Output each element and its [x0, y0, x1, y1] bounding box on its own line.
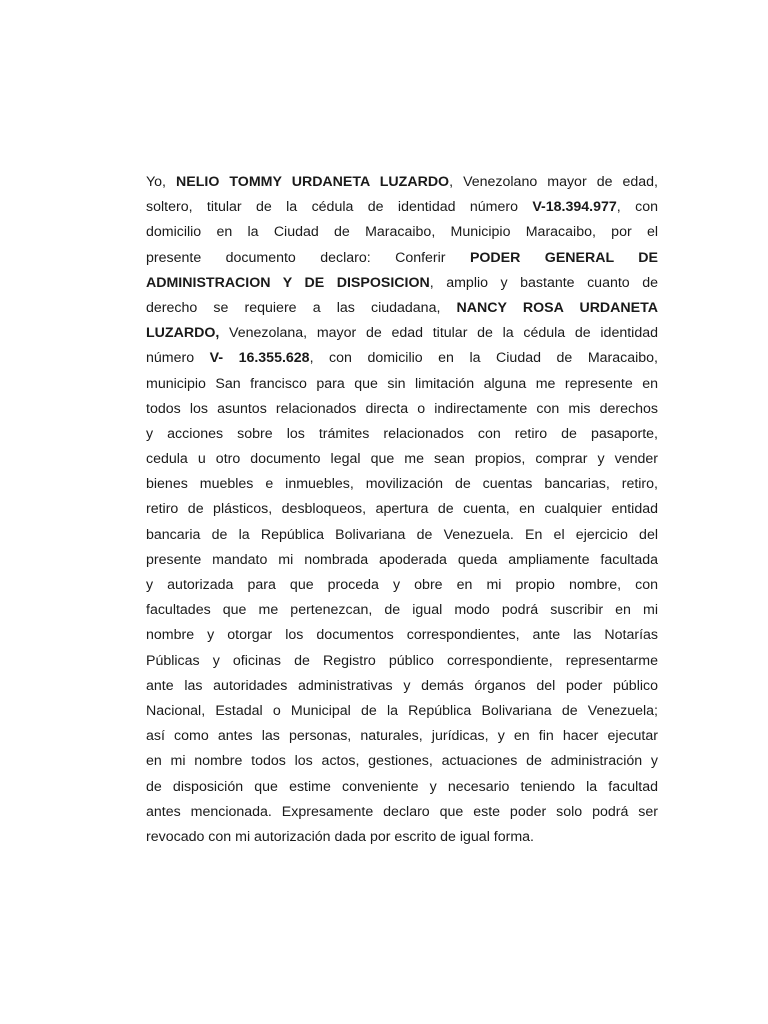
- text-line: [146, 397, 658, 422]
- text-segment: presente mandato mi nombrada apoderada queda ampliamente facultada: [146, 551, 658, 568]
- text-line: [146, 724, 658, 749]
- text-segment: número: [146, 350, 210, 367]
- text-line: [146, 447, 658, 472]
- text-line: [146, 321, 658, 346]
- text-line: [146, 372, 658, 397]
- power-of-attorney-text: [146, 170, 658, 850]
- bold-text-segment: PODER GENERAL DE: [469, 249, 659, 266]
- bold-text-segment: NANCY ROSA URDANETA: [456, 299, 658, 316]
- text-line: [146, 497, 658, 522]
- text-segment: en mi nombre todos los actos, gestiones, actuaciones de administración y: [146, 753, 658, 770]
- bold-text-segment: V- 16.355.628: [209, 350, 310, 367]
- text-line: [146, 825, 658, 850]
- text-line: [146, 346, 658, 371]
- text-line: [146, 573, 658, 598]
- text-segment: domicilio en la Ciudad de Maracaibo, Municipio Maracaibo, por el: [146, 224, 658, 241]
- text-line: [146, 749, 658, 774]
- text-line: [146, 170, 658, 195]
- text-segment: antes mencionada. Expresamente declaro que este poder solo podrá ser: [146, 803, 658, 820]
- text-line: [146, 775, 658, 800]
- text-line: [146, 548, 658, 573]
- text-line: [146, 699, 658, 724]
- text-line: [146, 195, 658, 220]
- text-segment: municipio San francisco para que sin limitación alguna me represente en: [146, 375, 658, 392]
- text-segment: Venezolana, mayor de edad titular de la cédula de identidad: [219, 325, 658, 342]
- text-segment: retiro de plásticos, desbloqueos, apertura de cuenta, en cualquier entidad: [146, 501, 658, 518]
- text-segment: así como antes las personas, naturales, jurídicas, y en fin hacer ejecutar: [146, 728, 658, 745]
- text-segment: y acciones sobre los trámites relacionados con retiro de pasaporte,: [146, 425, 658, 442]
- text-segment: revocado con mi autorización dada por escrito de igual forma.: [146, 828, 535, 845]
- text-line: [146, 623, 658, 648]
- text-segment: ante las autoridades administrativas y demás órganos del poder público: [146, 677, 658, 694]
- text-segment: Nacional, Estadal o Municipal de la República Bolivariana de Venezuela;: [146, 702, 658, 719]
- bold-text-segment: ADMINISTRACION Y DE DISPOSICION: [146, 274, 430, 291]
- text-segment: soltero, titular de la cédula de identidad número: [146, 199, 533, 216]
- text-segment: , con domicilio en la Ciudad de Maracaibo,: [309, 350, 658, 367]
- text-segment: , amplio y bastante cuanto de: [429, 274, 658, 291]
- text-segment: Yo,: [146, 174, 177, 190]
- text-segment: , Venezolano mayor de edad,: [449, 174, 658, 190]
- bold-text-segment: NELIO TOMMY URDANETA LUZARDO: [176, 174, 450, 190]
- text-line: [146, 246, 658, 271]
- text-segment: Públicas y oficinas de Registro público correspondiente, representarme: [146, 652, 658, 669]
- text-segment: todos los asuntos relacionados directa o indirectamente con mis derechos: [146, 400, 658, 417]
- text-segment: y autorizada para que proceda y obre en mi propio nombre, con: [146, 577, 658, 593]
- text-segment: derecho se requiere a las ciudadana,: [146, 299, 457, 316]
- bold-text-segment: V-18.394.977: [532, 199, 617, 216]
- text-line: [146, 800, 658, 825]
- text-line: [146, 649, 658, 674]
- text-segment: bienes muebles e inmuebles, movilización de cuentas bancarias, retiro,: [146, 476, 658, 493]
- text-line: [146, 422, 658, 447]
- bold-text-segment: LUZARDO,: [146, 325, 220, 342]
- text-segment: nombre y otorgar los documentos correspondientes, ante las Notarías: [146, 627, 658, 644]
- text-line: [146, 220, 658, 245]
- text-segment: facultades que me pertenezcan, de igual modo podrá suscribir en mi: [146, 602, 658, 619]
- text-segment: presente documento declaro: Conferir: [146, 249, 470, 266]
- text-line: [146, 523, 658, 548]
- text-line: [146, 674, 658, 699]
- text-segment: , con: [616, 199, 658, 216]
- text-line: [146, 296, 658, 321]
- text-segment: cedula u otro documento legal que me sean propios, comprar y vender: [146, 451, 658, 468]
- text-line: [146, 598, 658, 623]
- text-line: [146, 271, 658, 296]
- text-segment: de disposición que estime conveniente y necesario teniendo la facultad: [146, 778, 658, 795]
- text-segment: bancaria de la República Bolivariana de Venezuela. En el ejercicio del: [146, 526, 658, 543]
- text-line: [146, 472, 658, 497]
